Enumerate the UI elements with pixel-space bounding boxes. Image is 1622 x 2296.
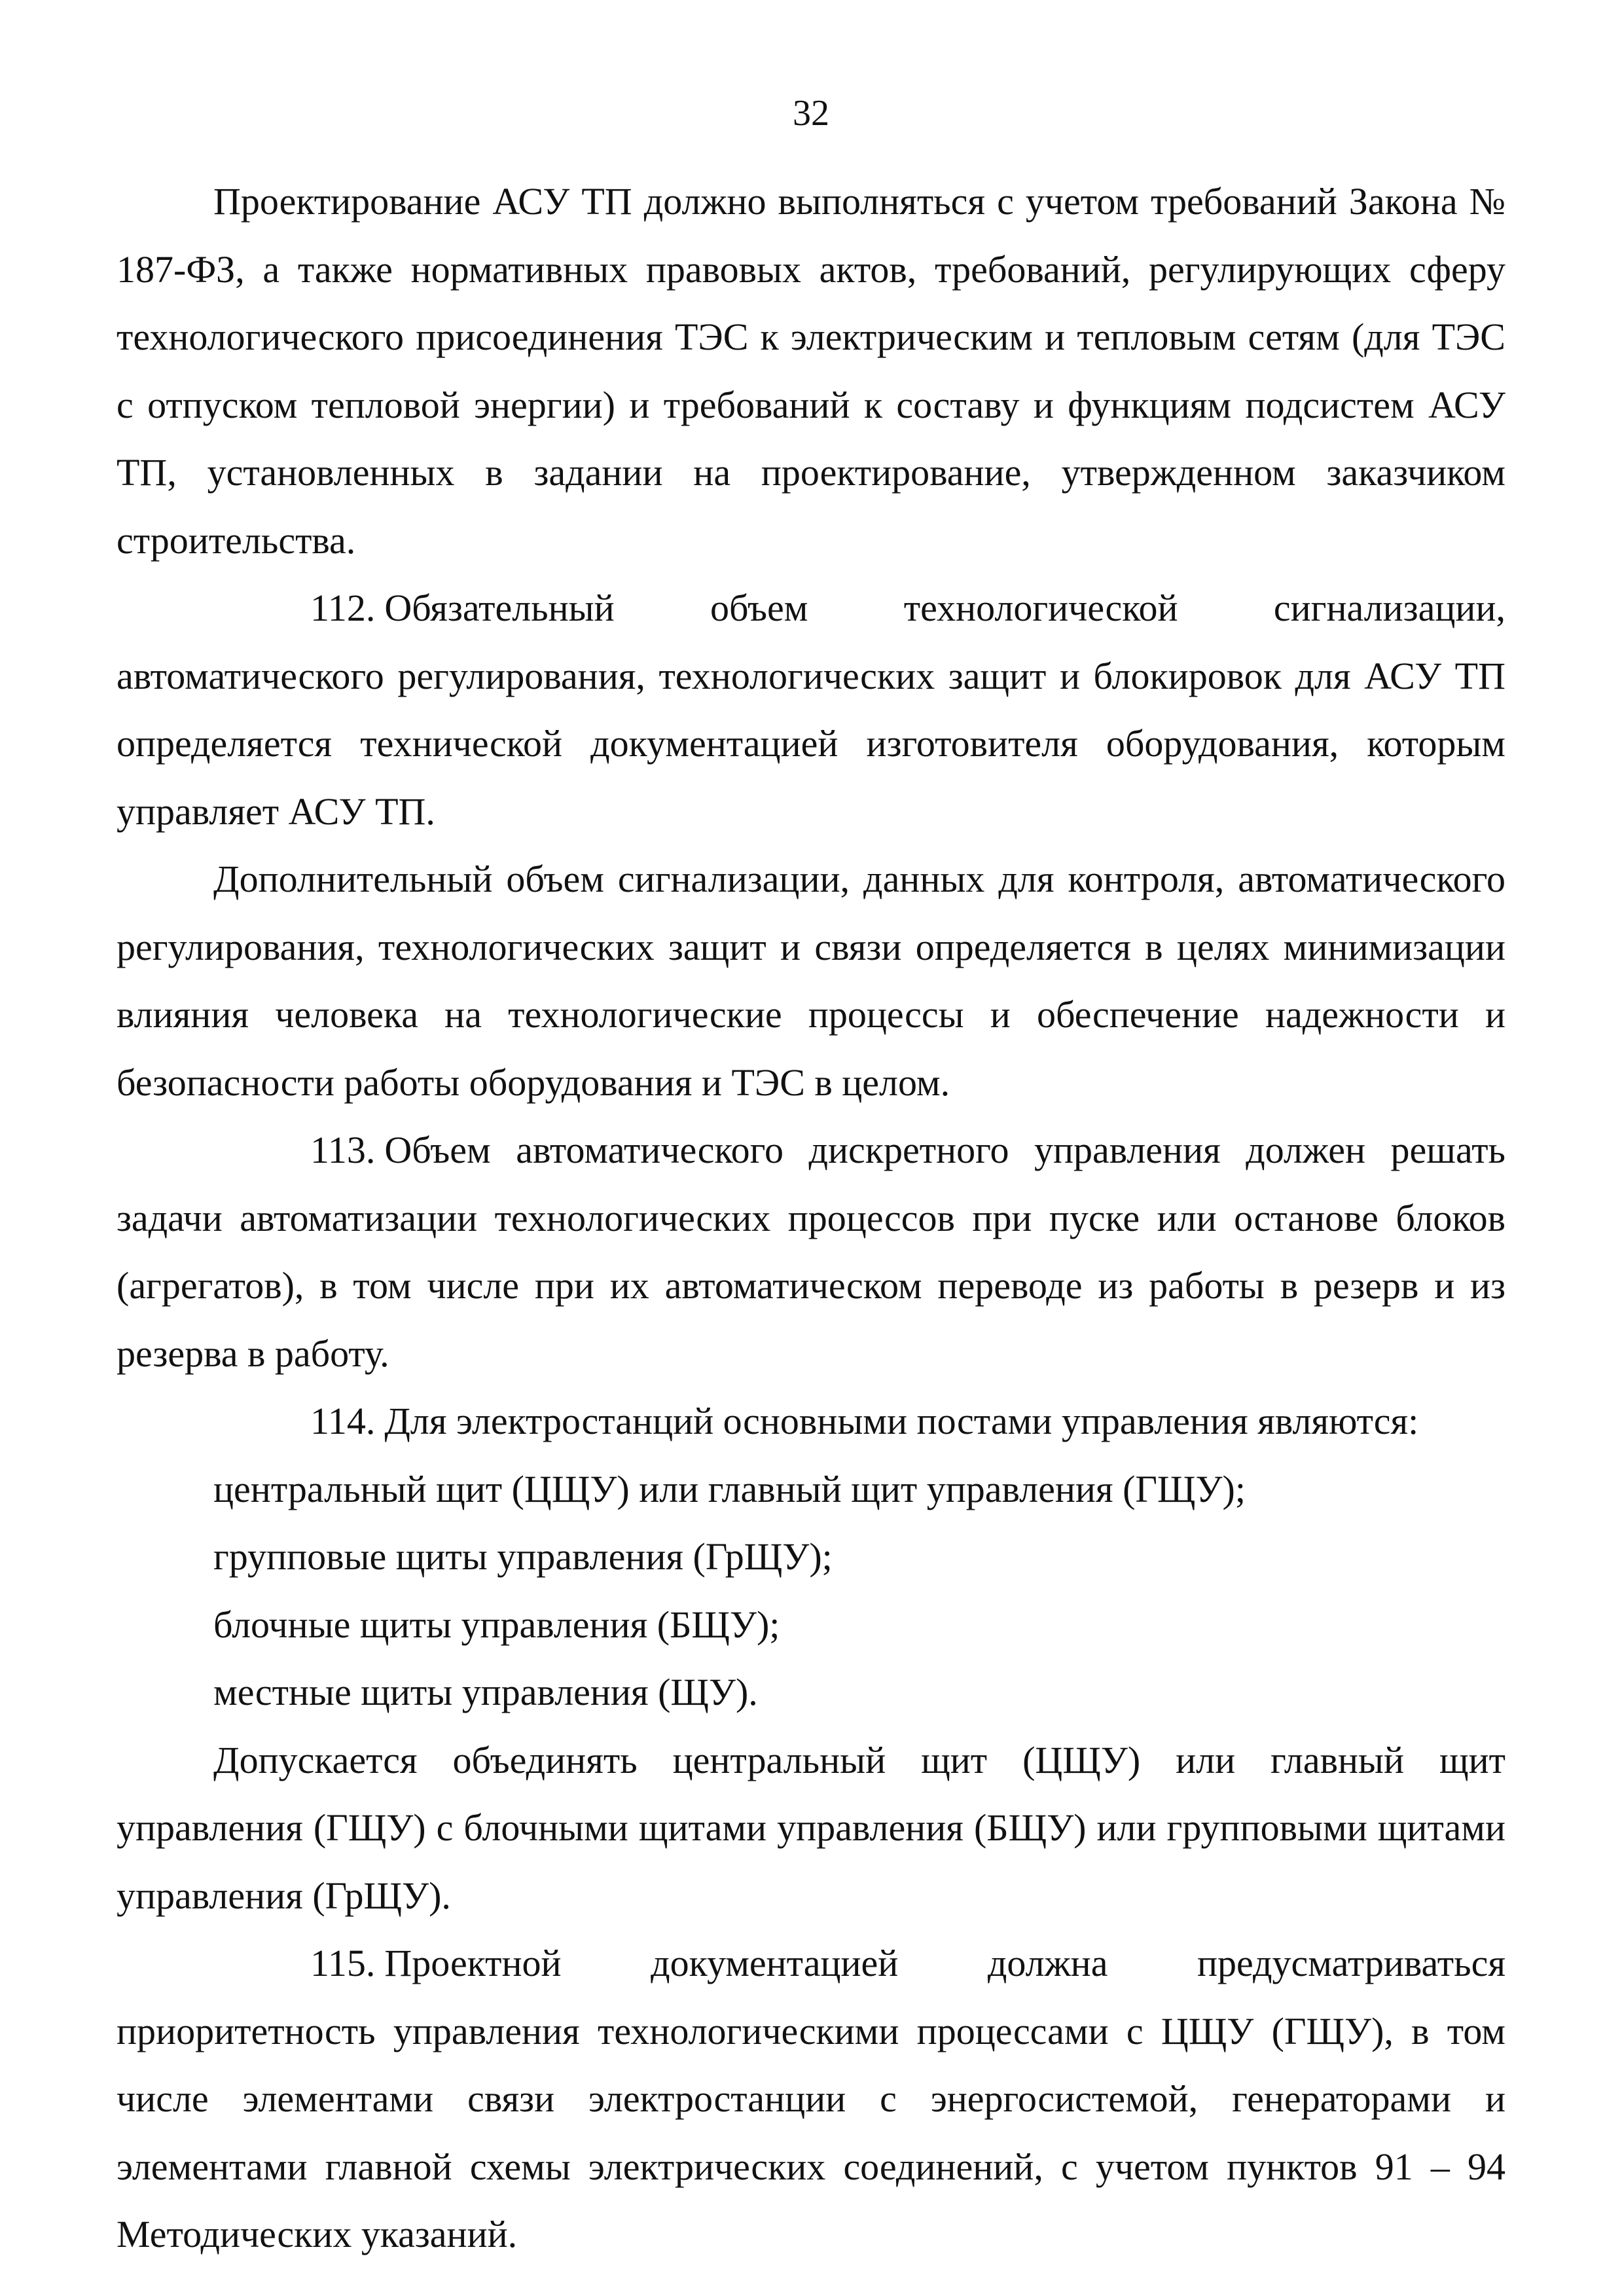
paragraph-text: Объем автоматического дискретного управления должен решать задачи автоматизации технологических процессов при пуске или останове блоков (агрегатов), в том числе при их автоматическом переводе из работы в резерв и из резерва в работу. [117, 1129, 1505, 1375]
paragraph-number: 112. [310, 587, 376, 629]
page-number: 32 [793, 93, 829, 134]
list-item: блочные щиты управления (БЩУ); [213, 1603, 780, 1646]
list-item: групповые щиты управления (ГрЩУ); [213, 1535, 833, 1578]
paragraph-115 [117, 1929, 1505, 2269]
paragraph-text: Обязательный объем технологической сигнализации, автоматического регулирования, технологических защит и блокировок для АСУ ТП определяется технической документацией изготовителя оборудования, которым управляет АСУ ТП. [117, 587, 1505, 833]
list-item: местные щиты управления (ЩУ). [213, 1671, 758, 1713]
paragraph-114 [117, 1387, 1505, 1455]
paragraph-text: Для электростанций основными постами управления являются: [384, 1400, 1419, 1442]
paragraph-number: 115. [310, 1942, 376, 1984]
paragraph-112 [117, 574, 1505, 845]
paragraph-number: 114. [310, 1400, 376, 1442]
paragraph-text: Проектной документацией должна предусматриваться приоритетность управления технологическими процессами с ЦЩУ (ГЩУ), в том числе элементами связи электростанции с энергосистемой, генераторами и элементами главной схемы электрических соединений, с учетом пунктов 91 – 94 Методических указаний. [117, 1942, 1505, 2255]
paragraph-design-requirements: Проектирование АСУ ТП должно выполняться с учетом требований Закона № 187-ФЗ, а также нормативных правовых актов, требований, регулирующих сферу технологического присоединения ТЭС к электрическим и тепловым сетям (для ТЭС с отпуском тепловой энергии) и требований к составу и функциям подсистем АСУ ТП, установленных в задании на проектирование, утвержденном заказчиком строительства. [117, 180, 1505, 562]
document-body [117, 168, 1505, 2269]
paragraph-combination-allowed: Допускается объединять центральный щит (ЦЩУ) или главный щит управления (ГЩУ) с блочными щитами управления (БЩУ) или групповыми щитами управления (ГрЩУ). [117, 1738, 1505, 1917]
list-item: центральный щит (ЦЩУ) или главный щит управления (ГЩУ); [213, 1467, 1246, 1510]
paragraph-number: 113. [310, 1129, 376, 1171]
paragraph-113 [117, 1116, 1505, 1387]
paragraph-additional-signalling: Дополнительный объем сигнализации, данных для контроля, автоматического регулирования, технологических защит и связи определяется в целях минимизации влияния человека на технологические процессы и обеспечение надежности и безопасности работы оборудования и ТЭС в целом. [117, 858, 1505, 1104]
